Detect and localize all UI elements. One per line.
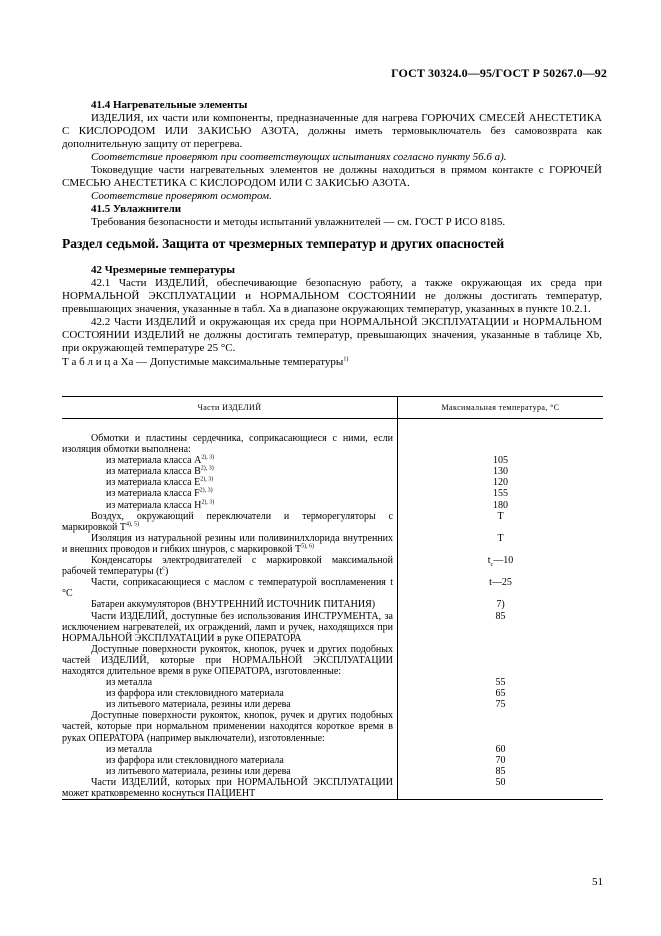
table-row xyxy=(62,533,603,555)
row-part-tail: ) xyxy=(164,566,169,578)
row-part-cell xyxy=(62,455,398,466)
table-row xyxy=(62,433,603,455)
row-part-text: из материала класса $E^{2), 3)}$ xyxy=(106,477,214,489)
section-41-4 xyxy=(62,99,602,229)
row-temperature-value xyxy=(398,577,604,599)
row-value-text: 85 xyxy=(495,610,506,622)
row-temperature-value xyxy=(398,555,604,577)
row-part-footnote: 2), 3) xyxy=(199,488,213,495)
row-part-text: из фарфора или стекловидного материала xyxy=(106,688,284,700)
row-temperature-value xyxy=(398,488,604,499)
row-part-text: Доступные поверхности рукояток, кнопок, ручек и других подобных частей, которые при нормальном применении находятся короткое время в руках ОПЕРАТОРА (например выключатели), изготовленные: xyxy=(62,710,393,744)
row-part-cell xyxy=(62,777,398,800)
table-caption-prefix: Т а б л и ц а xyxy=(62,356,118,368)
row-value-text: 155 xyxy=(493,488,508,500)
row-part-text: Конденсаторы электродвигателей с маркировкой максимальной рабочей температуры $(t^c)$ xyxy=(62,555,393,578)
row-part-cell xyxy=(62,710,398,743)
row-part-cell xyxy=(62,744,398,755)
row-part-cell xyxy=(62,644,398,677)
row-part-text: Обмотки и пластины сердечника, соприкасающиеся с ними, если изоляция обмотки выполнена: xyxy=(62,433,393,456)
row-value-text: t—25 xyxy=(489,577,512,589)
row-temperature-value xyxy=(398,611,604,644)
row-temperature-value xyxy=(398,644,604,677)
page-number: 51 xyxy=(592,876,603,888)
row-value-text: T xyxy=(497,532,504,544)
table-spacer xyxy=(62,419,398,434)
row-value-text: 60 xyxy=(495,743,506,755)
row-part-cell xyxy=(62,433,398,455)
temperature-table xyxy=(62,396,603,800)
section-41-4-title: 41.4 Нагревательные элементы xyxy=(91,99,248,111)
row-value-text: 180 xyxy=(493,499,508,511)
table-row xyxy=(62,488,603,499)
row-temperature-value xyxy=(398,777,604,800)
table-row xyxy=(62,455,603,466)
row-part-cell xyxy=(62,488,398,499)
row-temperature-value xyxy=(398,688,604,699)
table-row xyxy=(62,500,603,511)
row-temperature-value xyxy=(398,599,604,610)
column-header-parts: Части ИЗДЕЛИЙ xyxy=(62,397,398,419)
row-part-cell xyxy=(62,466,398,477)
row-temperature-value xyxy=(398,755,604,766)
row-part-footnote: 2), 3) xyxy=(201,499,215,506)
row-value-text: 50 xyxy=(495,776,506,788)
section-41-4-p4: Соответствие проверяют осмотром. xyxy=(91,190,272,202)
row-value-text: 105 xyxy=(493,455,508,467)
row-part-text: Батареи аккумуляторов (ВНУТРЕННИЙ ИСТОЧНИК ПИТАНИЯ) xyxy=(91,599,376,611)
table-row xyxy=(62,466,603,477)
row-temperature-value xyxy=(398,511,604,533)
row-temperature-value xyxy=(398,533,604,555)
row-value-text: 7) xyxy=(496,599,505,611)
row-part-text: Части ИЗДЕЛИЙ, доступные без использования ИНСТРУМЕНТА, за исключением нагревателей, их ограждений, ламп и ручек, находящихся при НОРМАЛЬНОЙ ЭКСПЛУАТАЦИИ в руке ОПЕРАТОРА xyxy=(62,610,393,644)
row-temperature-value xyxy=(398,699,604,710)
row-part-cell xyxy=(62,688,398,699)
row-value-subscript: c xyxy=(490,562,494,569)
document-header: ГОСТ 30324.0—95/ГОСТ Р 50267.0—92 xyxy=(391,66,607,80)
row-temperature-value xyxy=(398,466,604,477)
row-part-footnote: 2), 3) xyxy=(200,477,214,484)
row-part-text: Части, соприкасающиеся с маслом с температурой воспламенения t °С xyxy=(62,577,393,600)
table-row xyxy=(62,555,603,577)
row-part-footnote: 4), 5) xyxy=(125,521,139,528)
row-part-footnote: c xyxy=(162,565,165,572)
section-41-4-p2: Соответствие проверяют при соответствующих испытаниях согласно пункту 56.6 а). xyxy=(91,151,507,163)
section-42 xyxy=(62,264,602,369)
section-41-5-p1: Требования безопасности и методы испытаний увлажнителей — см. ГОСТ Р ИСО 8185. xyxy=(91,216,506,228)
row-part-text: из материала класса $B^{2), 3)}$ xyxy=(106,465,214,478)
row-part-text: из металла xyxy=(106,677,153,689)
row-part-text: из материала класса $H^{2), 3)}$ xyxy=(106,499,215,511)
part-7-title: Раздел седьмой. Защита от чрезмерных температур и других опасностей xyxy=(62,236,505,251)
table-row xyxy=(62,766,603,777)
row-part-text: из литьевого материала, резины или дерева xyxy=(106,765,291,777)
row-part-text: из материала класса $A^{2), 3)}$ xyxy=(106,454,215,467)
row-value-tail: —10 xyxy=(493,555,514,567)
row-part-cell xyxy=(62,577,398,599)
row-part-cell xyxy=(62,533,398,555)
row-part-cell xyxy=(62,500,398,511)
table-row xyxy=(62,744,603,755)
row-temperature-value xyxy=(398,500,604,511)
table-row xyxy=(62,644,603,677)
row-value-text: 85 xyxy=(495,765,506,777)
row-temperature-value xyxy=(398,766,604,777)
row-part-text: из материала класса $F^{2), 3)}$ xyxy=(106,488,213,500)
row-value-text: t xyxy=(487,555,491,567)
row-value-text: 120 xyxy=(493,477,508,489)
row-value-text: 75 xyxy=(495,699,506,711)
row-value-text: 55 xyxy=(495,677,506,689)
row-value-text: 130 xyxy=(493,466,508,478)
section-41-4-p3: Токоведущие части нагревательных элементов не должны находиться в прямом контакте с ГОРЮЧЕЙ СМЕСЬЮ АНЕСТЕТИКА С КИСЛОРОДОМ ИЛИ С ЗАКИСЬЮ АЗОТА. xyxy=(62,164,602,189)
table-caption-text: Ха — Допустимые максимальные температуры xyxy=(120,356,344,368)
table-caption-note: 1) xyxy=(343,356,349,363)
row-value-text: 65 xyxy=(495,688,506,700)
section-42-title: 42 Чрезмерные температуры xyxy=(91,264,235,276)
section-41-5-title: 41.5 Увлажнители xyxy=(91,203,182,215)
row-part-footnote: 2), 3) xyxy=(201,454,215,461)
row-temperature-value xyxy=(398,477,604,488)
row-part-text: Части ИЗДЕЛИЙ, которых при НОРМАЛЬНОЙ ЭКСПЛУАТАЦИИ может кратковременно коснуться ПАЦИЕНТ xyxy=(62,776,393,799)
row-part-cell xyxy=(62,599,398,610)
row-temperature-value xyxy=(398,433,604,455)
table-row xyxy=(62,777,603,800)
row-part-text: из металла xyxy=(106,743,153,755)
row-part-cell xyxy=(62,511,398,533)
table-row xyxy=(62,477,603,488)
section-42-p2: 42.2 Части ИЗДЕЛИЙ и окружающая их среда при НОРМАЛЬНОЙ ЭКСПЛУАТАЦИИ и НОРМАЛЬНОМ СОСТОЯНИИ ИЗДЕЛИЙ не должны достигать температур, превышающих значения, указанные в таблице Xb, при окружающей температуре 25 °С. xyxy=(62,316,602,354)
table-row xyxy=(62,710,603,743)
row-part-cell xyxy=(62,611,398,644)
row-value-text: 70 xyxy=(495,754,506,766)
table-row xyxy=(62,677,603,688)
row-temperature-value xyxy=(398,455,604,466)
row-temperature-value xyxy=(398,710,604,743)
row-part-cell xyxy=(62,699,398,710)
column-header-max-temp: Максимальная температура, °С xyxy=(398,397,604,419)
section-42-p1: 42.1 Части ИЗДЕЛИЙ, обеспечивающие безопасную работу, а также окружающая их среда при НОРМАЛЬНОЙ ЭКСПЛУАТАЦИИ и НОРМАЛЬНОМ СОСТОЯНИИ не должны достигать температур, превышающих значения, указанные в табл. Ха в диапазоне окружающих температур, указанных в пункте 10.2.1. xyxy=(62,277,602,315)
row-part-footnote: 2), 3) xyxy=(200,465,214,472)
row-part-cell xyxy=(62,555,398,577)
table-row xyxy=(62,755,603,766)
row-part-cell xyxy=(62,755,398,766)
table-row xyxy=(62,688,603,699)
row-part-text: из фарфора или стекловидного материала xyxy=(106,754,284,766)
table-row xyxy=(62,611,603,644)
table-row xyxy=(62,599,603,610)
table-caption xyxy=(62,356,602,369)
table-row xyxy=(62,577,603,599)
row-value-text: T xyxy=(497,510,504,522)
row-part-cell xyxy=(62,766,398,777)
part-7 xyxy=(62,236,602,252)
table-row xyxy=(62,699,603,710)
table-row xyxy=(62,511,603,533)
table-body xyxy=(62,433,603,800)
row-part-cell xyxy=(62,677,398,688)
row-part-cell xyxy=(62,477,398,488)
row-part-text: Воздух, окружающий переключатели и терморегуляторы с маркировкой $T^{4), 5)}$ xyxy=(62,510,393,533)
row-part-text: Изоляция из натуральной резины или поливинилхлорида внутренних и внешних проводов и гибких шнуров, с маркировкой $T^{5), 6)}$ xyxy=(62,532,393,555)
row-temperature-value xyxy=(398,744,604,755)
row-temperature-value xyxy=(398,677,604,688)
row-part-footnote: 5), 6) xyxy=(301,543,315,550)
section-41-4-p1: ИЗДЕЛИЯ, их части или компоненты, предназначенные для нагрева ГОРЮЧИХ СМЕСЕЙ АНЕСТЕТИКА С КИСЛОРОДОМ ИЛИ ЗАКИСЬЮ АЗОТА, должны иметь термовыключатель без самовозврата как дополнительную защиту от перегрева. xyxy=(62,112,602,150)
row-part-text: Доступные поверхности рукояток, кнопок, ручек и других подобных частей ИЗДЕЛИЙ, которые при НОРМАЛЬНОЙ ЭКСПЛУАТАЦИИ находятся длительное время в руке ОПЕРАТОРА, изготовленные: xyxy=(62,643,393,677)
row-part-text: из литьевого материала, резины или дерева xyxy=(106,699,291,711)
